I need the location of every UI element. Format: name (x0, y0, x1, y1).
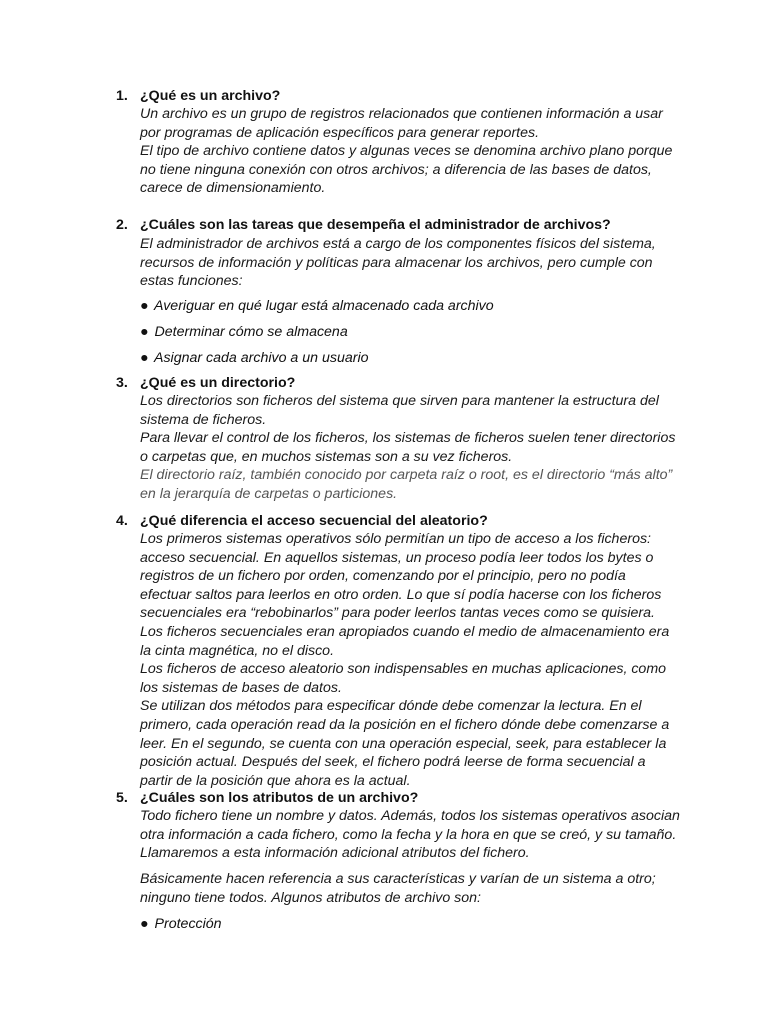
bullet-dot-icon: ● (140, 916, 149, 932)
question-2-bullet-3: ● Asignar cada archivo a un usuario (140, 350, 369, 366)
question-5-answer-2 (140, 870, 680, 907)
question-4-paragraph-2: Los ficheros de acceso aleatorio son indispensables en muchas aplicaciones, como los sistemas de bases de datos. (140, 661, 667, 696)
question-4-text: ¿Qué diferencia el acceso secuencial del aleatorio? (140, 513, 488, 529)
question-3-answer (140, 392, 680, 504)
question-2-title (116, 216, 611, 234)
question-2-bullet-1: ● Averiguar en qué lugar está almacenado cada archivo (140, 298, 494, 314)
bullet-dot-icon: ● (140, 298, 149, 314)
question-5-number: 5. (116, 790, 128, 806)
question-2-paragraph-1: El administrador de archivos está a cargo de los componentes físicos del sistema, recursos de información y políticas para almacenar los archivos, pero cumple con estas funciones: (140, 236, 656, 290)
question-1-title (116, 87, 280, 105)
question-3-number: 3. (116, 375, 128, 391)
question-4-number: 4. (116, 513, 128, 529)
question-3-paragraph-1: Los directorios son ficheros del sistema que sirven para mantener la estructura del sistema de ficheros. (140, 393, 659, 428)
question-2-text: ¿Cuáles son las tareas que desempeña el administrador de archivos? (140, 217, 611, 233)
question-1-paragraph-1: Un archivo es un grupo de registros relacionados que contienen información a usar por programas de aplicación específicos para generar reportes. (140, 106, 663, 141)
question-5-paragraph-2: Básicamente hacen referencia a sus características y varían de un sistema a otro; ninguno tiene todos. Algunos atributos de archivo son: (140, 871, 656, 906)
question-4-paragraph-3: Se utilizan dos métodos para especificar dónde debe comenzar la lectura. En el primero, cada operación read da la posición en el fichero dónde debe comenzarse a leer. En el segundo, se cuenta con una operación especial, seek, para establecer la posición actual. Después del seek, el fichero podrá leerse de forma secuencial a partir de la posición que ahora es la actual. (140, 698, 670, 789)
question-3-text: ¿Qué es un directorio? (140, 375, 296, 391)
bullet-dot-icon: ● (140, 350, 149, 366)
question-2-answer (140, 235, 680, 291)
question-5-bullet-1: ● Protección (140, 916, 222, 932)
question-3-paragraph-3: El directorio raíz, también conocido por carpeta raíz o root, es el directorio “más alto” en la jerarquía de carpetas o particiones. (140, 467, 673, 502)
bullet-dot-icon: ● (140, 324, 149, 340)
question-5-paragraph-1: Todo fichero tiene un nombre y datos. Además, todos los sistemas operativos asocian otra información a cada fichero, como la fecha y la hora en que se creó, y su tamaño. Llamaremos a esta información adicional atributos del fichero. (140, 808, 680, 862)
question-1-answer (140, 105, 680, 198)
question-1-text: ¿Qué es un archivo? (140, 88, 281, 104)
question-5-title (116, 789, 418, 807)
question-1-paragraph-2: El tipo de archivo contiene datos y algunas veces se denomina archivo plano porque no tiene ninguna conexión con otros archivos; a diferencia de las bases de datos, carece de dimensionamiento. (140, 143, 673, 197)
question-2-bullet-2: ● Determinar cómo se almacena (140, 324, 348, 340)
question-5-text: ¿Cuáles son los atributos de un archivo? (140, 790, 419, 806)
question-3-title (116, 374, 295, 392)
question-1-number: 1. (116, 88, 128, 104)
question-3-paragraph-2: Para llevar el control de los ficheros, los sistemas de ficheros suelen tener directorios o carpetas que, en muchos sistemas son a su vez ficheros. (140, 430, 676, 465)
question-4-paragraph-1: Los primeros sistemas operativos sólo permitían un tipo de acceso a los ficheros: acceso secuencial. En aquellos sistemas, un proceso podía leer todos los bytes o registros de un fichero por orden, comenzando por el principio, pero no podía efectuar saltos para leerlos en otro orden. Lo que sí podía hacerse con los ficheros secuenciales era “rebobinarlos” para poder leerlos tantas veces como se quisiera. Los ficheros secuenciales eran apropiados cuando el medio de almacenamiento era la cinta magnética, no el disco. (140, 531, 670, 659)
question-4-answer (140, 530, 680, 790)
question-5-answer-1 (140, 807, 680, 863)
question-4-title (116, 512, 488, 530)
question-2-number: 2. (116, 217, 128, 233)
